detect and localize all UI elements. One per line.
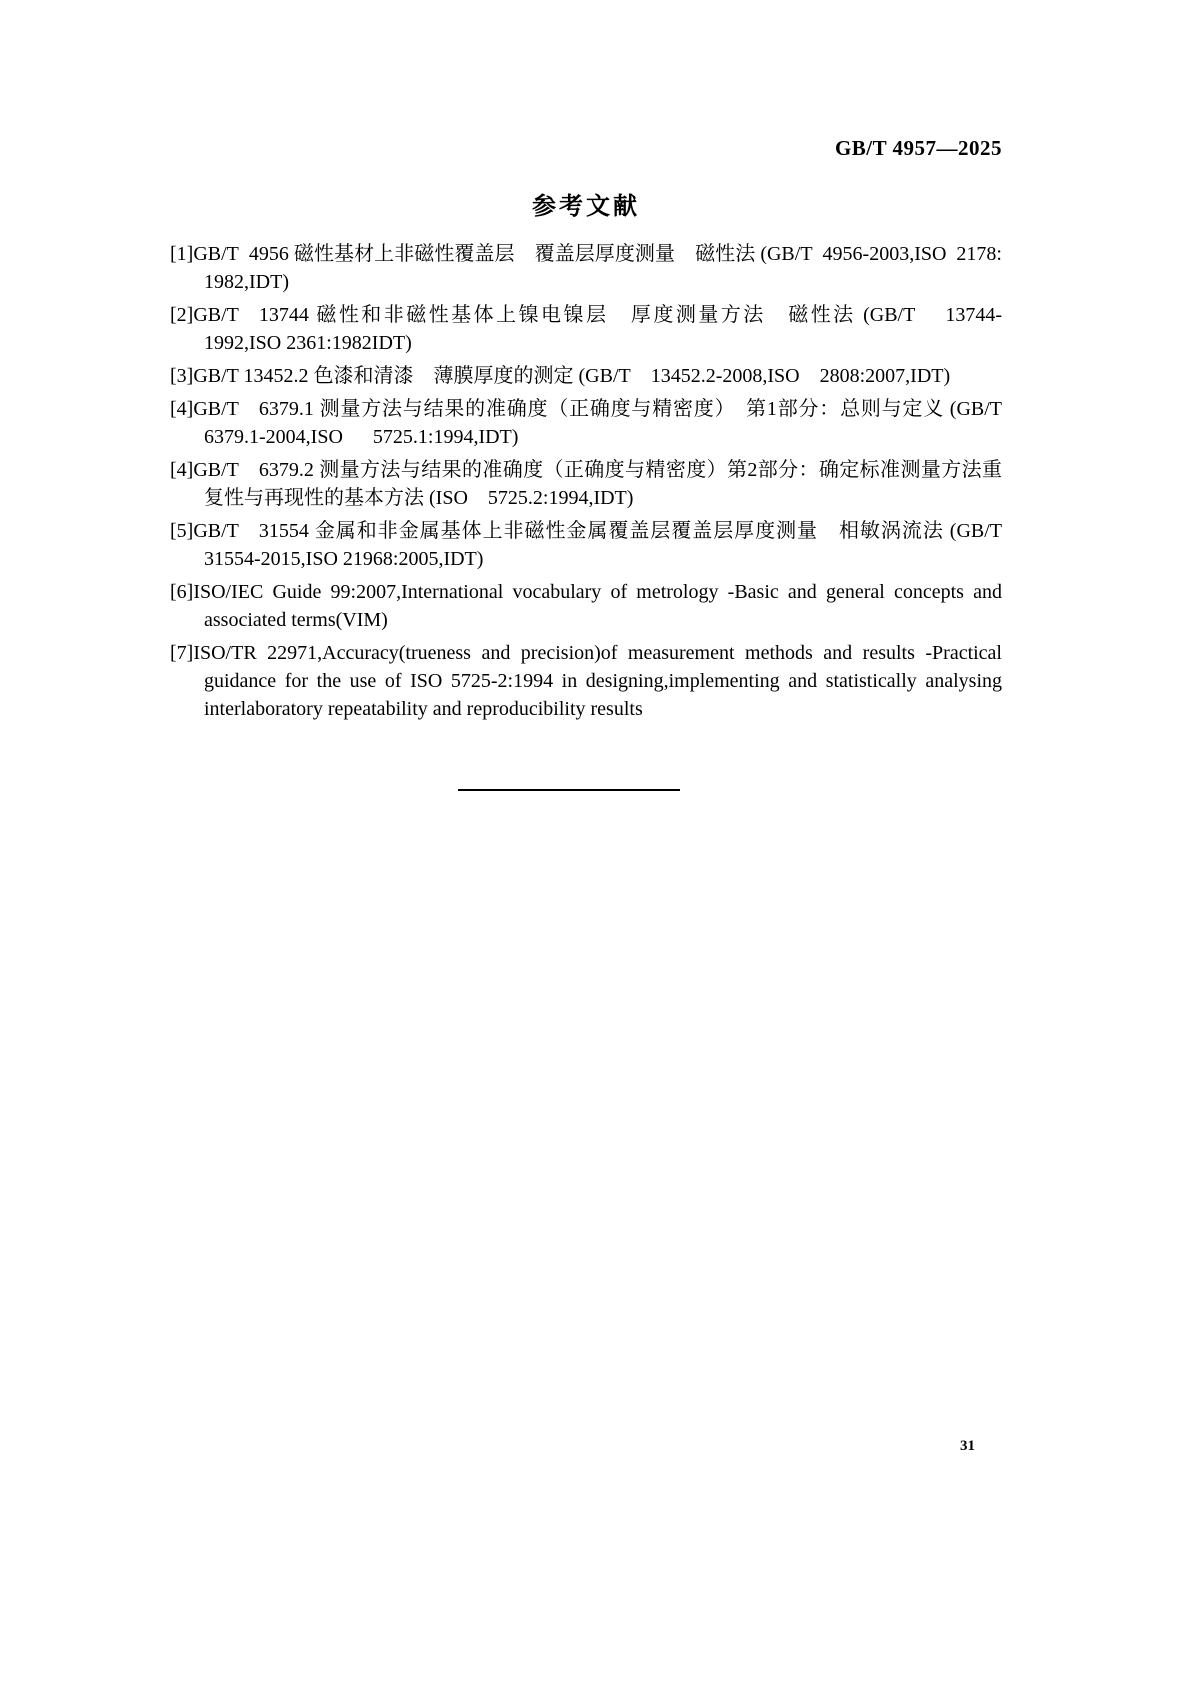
reference-item-5: [5]GB/T 31554 金属和非金属基体上非磁性金属覆盖层覆盖层厚度测量 相敏涡流法 (GB/T 31554-2015,ISO 21968:2005,IDT) <box>170 520 1002 570</box>
end-of-document-divider <box>458 789 680 791</box>
standard-number-header: GB/T 4957—2025 <box>834 136 1002 160</box>
page-number: 31 <box>960 1438 975 1454</box>
reference-item-4a: [4]GB/T 6379.1 测量方法与结果的准确度（正确度与精密度） 第1部分：总则与定义 (GB/T 6379.1-2004,ISO 5725.1:1994,IDT) <box>170 398 1002 448</box>
reference-item-6: [6]ISO/IEC Guide 99:2007,International vocabulary of metrology -Basic and general concepts and associated terms(VIM) <box>170 581 1002 631</box>
reference-list <box>170 240 1002 728</box>
reference-item-1: [1]GB/T 4956 磁性基材上非磁性覆盖层 覆盖层厚度测量 磁性法 (GB/T 4956-2003,ISO 2178: 1982,IDT) <box>170 243 1002 293</box>
reference-item-4b: [4]GB/T 6379.2 测量方法与结果的准确度（正确度与精密度）第2部分：确定标准测量方法重复性与再现性的基本方法 (ISO 5725.2:1994,IDT) <box>170 459 1002 509</box>
page-title: 参考文献 <box>532 193 640 220</box>
reference-item-7: [7]ISO/TR 22971,Accuracy(trueness and precision)of measurement methods and results -Practical guidance for the use of ISO 5725-2:1994 in designing,implementing and statistically analysing interlaboratory repeatability and reproducibility results <box>170 642 1002 720</box>
reference-item-2: [2]GB/T 13744 磁性和非磁性基体上镍电镍层 厚度测量方法 磁性法 (GB/T 13744-1992,ISO 2361:1982IDT) <box>170 304 1002 354</box>
reference-item-3: [3]GB/T 13452.2 色漆和清漆 薄膜厚度的测定 (GB/T 13452.2-2008,ISO 2808:2007,IDT) <box>170 365 951 387</box>
